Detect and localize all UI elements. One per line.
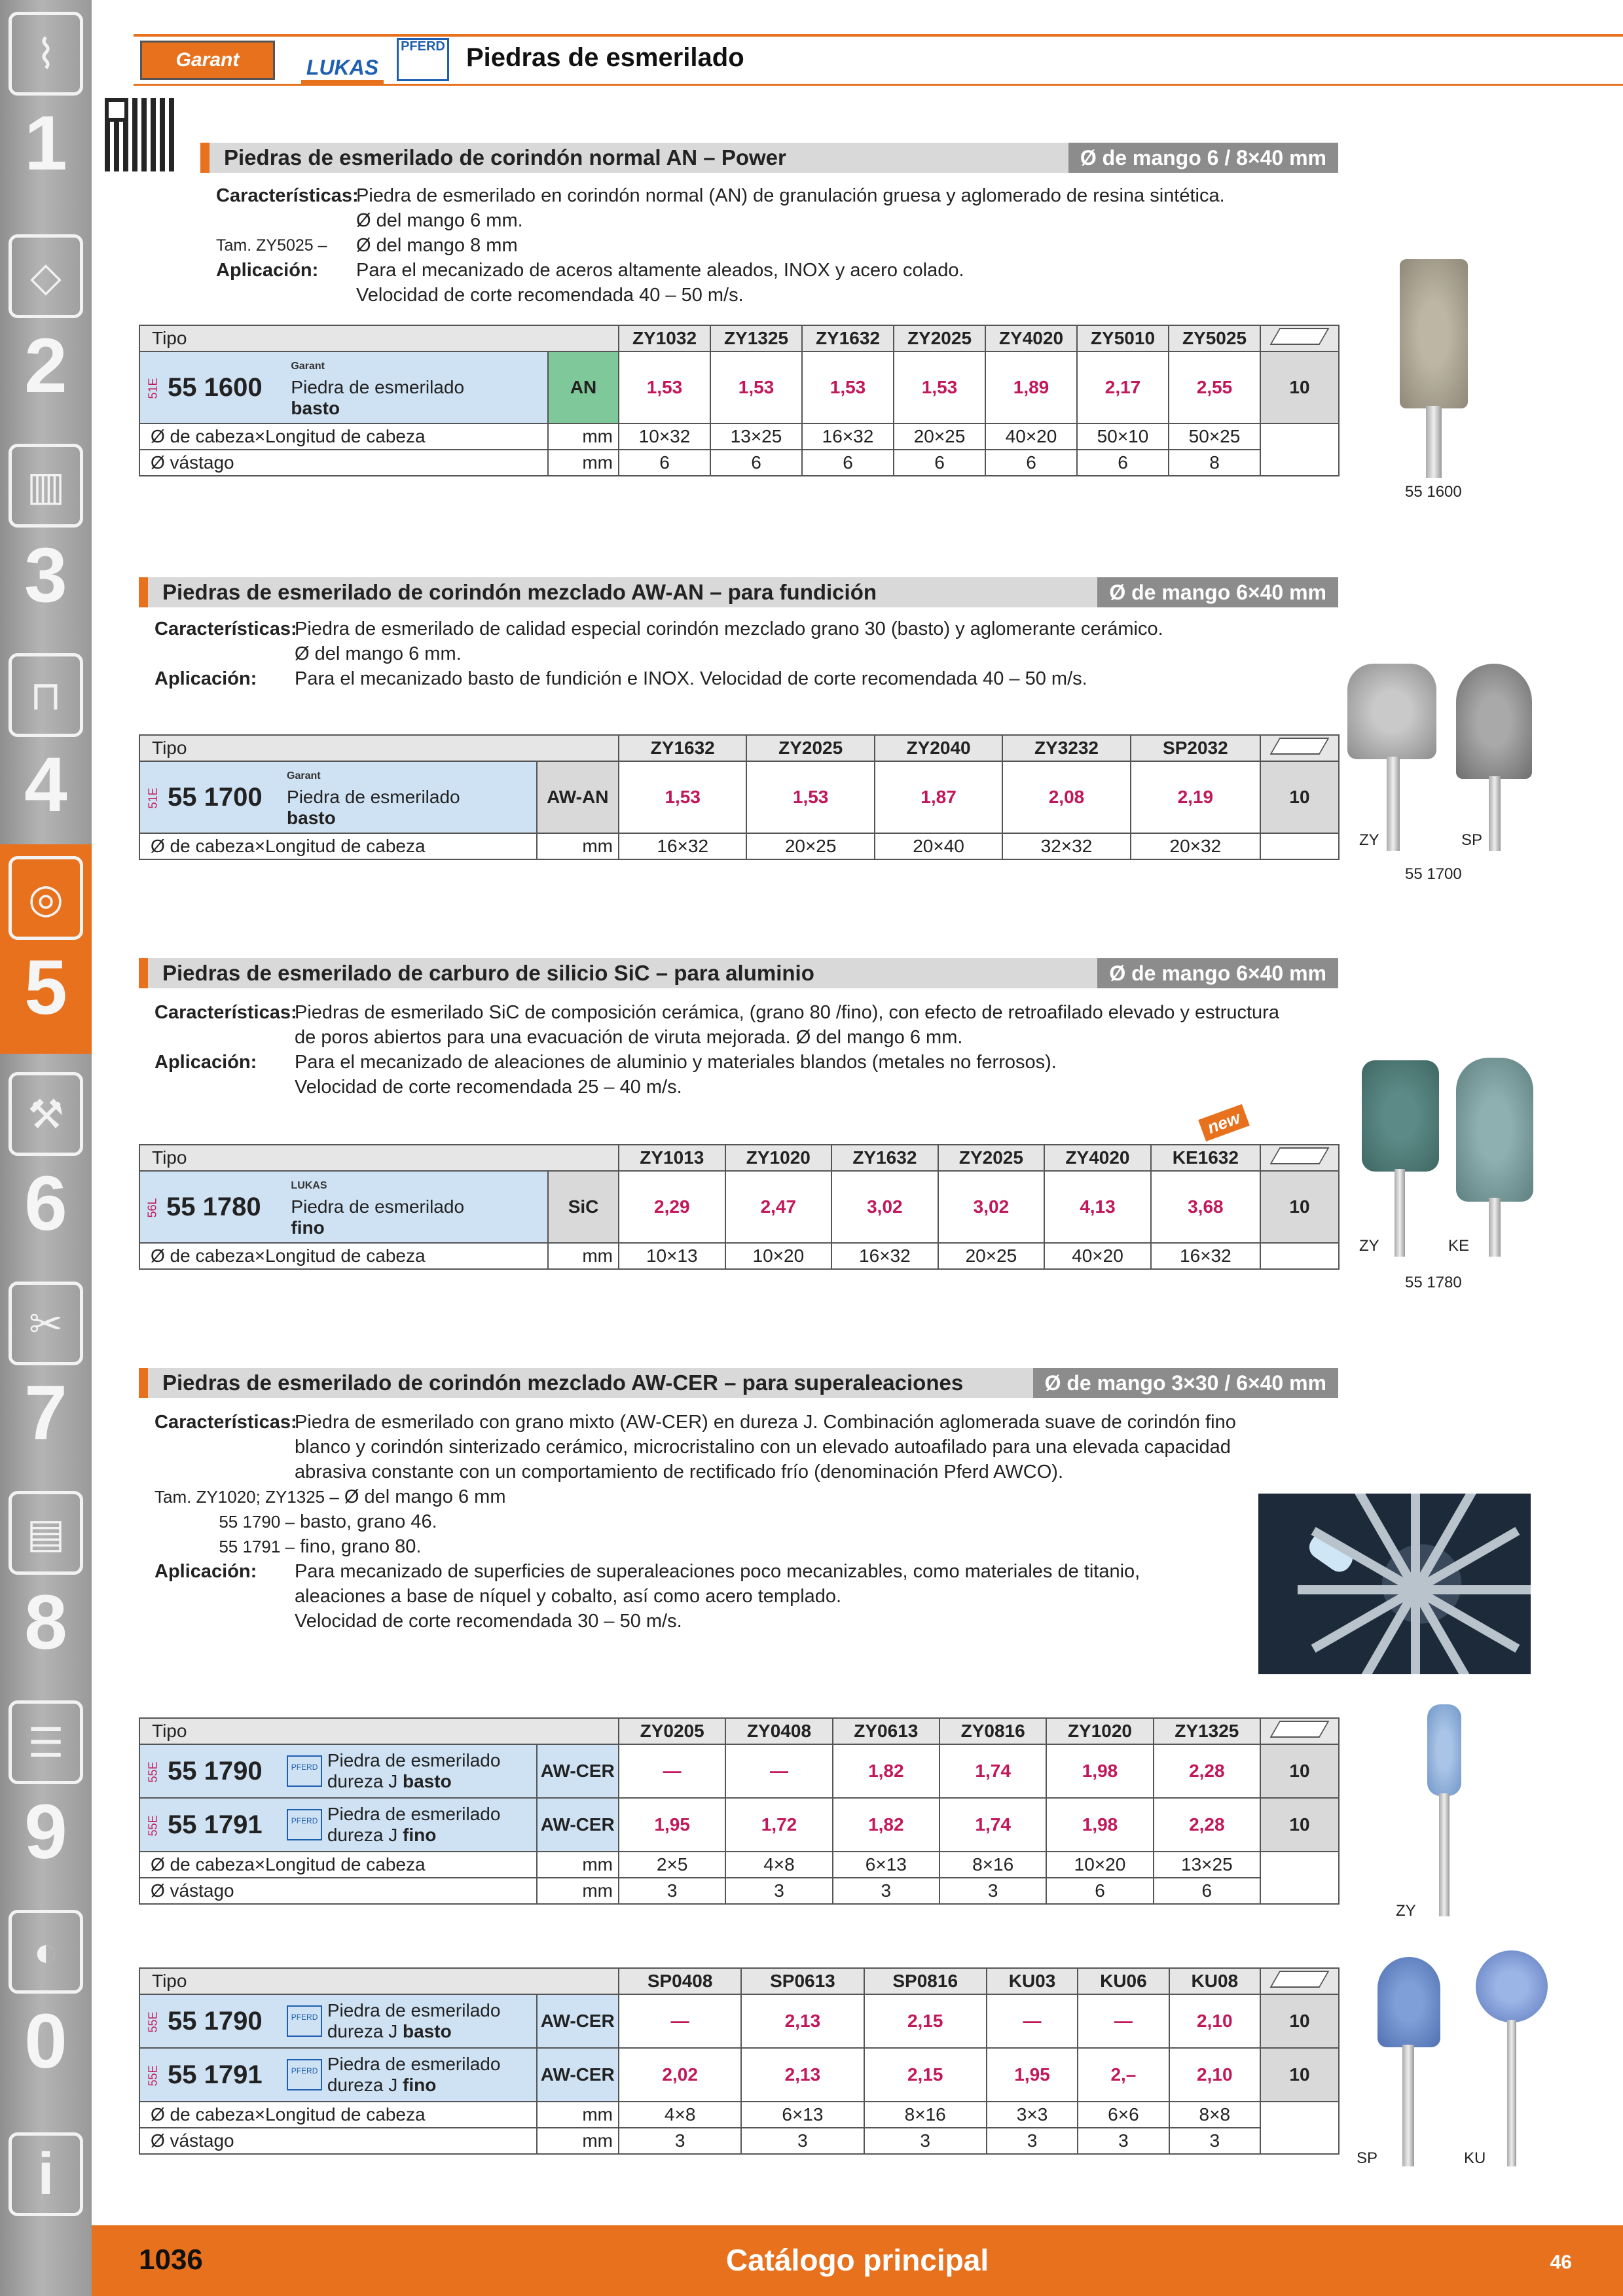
grinding-stone-image	[1400, 259, 1468, 408]
image-caption: 55 1780	[1405, 1274, 1462, 1291]
tab-chapter-5[interactable]: ◎ 5	[0, 844, 92, 1054]
section-title: Piedras de esmerilado de carburo de silicio SiC – para aluminio	[162, 961, 814, 985]
catalog-title: Catálogo principal	[725, 2243, 989, 2277]
shank-tag: Ø de mango 6×40 mm	[1097, 577, 1338, 607]
cylinder-stone-image	[1362, 1060, 1439, 1172]
shank-image	[1402, 2045, 1414, 2166]
section-description: Características: Piedra de esmerilado con grano mixto (AW-CER) en dureza J. Combinación aglomerada suave de corindón fino blanco y corindón sinterizado cerámico, microcristalino con un elevado autoafilado para una elevada capacidad abrasiva constante con un comportamiento de rectificado frío (denominación Pferd AWCO). Tam. ZY1020; ZY1325 – Ø del mango 6 mm 55 1790 – basto, grano 46. 55 1791 – fino, grano 80. Aplicación: Para mecanizado de superficies de superaleaciones poco mecanizables, como materiales de titanio, aleaciones a base de níquel y cobalto, así como acero templado. Velocidad de corte recomendada 30 – 50 m/s.	[155, 1412, 1236, 1632]
image-label: ZY	[1396, 1902, 1416, 1920]
pferd-brand-icon: PFERD	[287, 2005, 322, 2037]
shank-image	[1489, 776, 1501, 851]
tab-chapter-1[interactable]: ⌇ 1	[0, 0, 92, 209]
chapter-sidebar	[0, 0, 92, 2296]
tab-chapter-8[interactable]: ▤ 8	[0, 1479, 92, 1689]
table-row[interactable]: 55E 55 1791 PFERD Piedra de esmerilado dureza J fino AW-CER 2,02 2,13 2,15 1,95 2,– 2,10 10	[139, 2048, 1339, 2102]
pferd-logo: PFERD	[397, 38, 449, 81]
section-header	[139, 1368, 1338, 1398]
pliers-icon: ✂	[9, 1282, 83, 1365]
tab-chapter-6[interactable]: ⚒ 6	[0, 1060, 92, 1270]
package-icon	[1260, 325, 1339, 351]
product-table: Tipo ZY1013 ZY1020 ZY1632 ZY2025 ZY4020 KE1632 56L 55 1780 LUKAS Piedra de esmerilado fino SiC 2,29 2,47 3,02 3,02 4,13 3,68 10 Ø de cabeza×Longitud de cabeza mm 10×13 10×20 16×32 20×25 40×20 16×32	[139, 1144, 1340, 1270]
lukas-logo: LUKAS	[301, 45, 384, 84]
qr-code[interactable]	[105, 98, 178, 171]
drill-icon: ⌇	[9, 12, 83, 96]
pferd-brand-icon: PFERD	[287, 1755, 322, 1787]
section-title: Piedras de esmerilado de corindón mezclado AW-CER – para superaleaciones	[162, 1371, 964, 1395]
image-label: ZY	[1359, 831, 1379, 849]
tab-chapter-7[interactable]: ✂ 7	[0, 1270, 92, 1479]
section-description: Características: Piedra de esmerilado en corindón normal (AN) de granulación gruesa y aglomerado de resina sintética. Ø del mango 6 mm. Tam. ZY5025 – Ø del mango 8 mm Aplicación: Para el mecanizado de aceros altamente aleados, INOX y acero colado. Velocidad de corte recomendada 40 – 50 m/s.	[216, 185, 1225, 306]
shank-tag: Ø de mango 3×30 / 6×40 mm	[1033, 1368, 1338, 1398]
page-footer	[92, 2225, 1623, 2296]
image-label: KE	[1448, 1237, 1470, 1255]
pointed-stone-image	[1456, 1058, 1533, 1202]
shank-image	[1395, 1169, 1405, 1257]
package-icon	[1260, 1718, 1339, 1744]
image-label: SP	[1357, 2149, 1378, 2167]
package-icon	[1260, 1145, 1339, 1171]
chuck-icon: ▥	[9, 444, 83, 528]
image-label: SP	[1461, 831, 1483, 849]
footer-number: 46	[1550, 2251, 1572, 2273]
insert-icon: ◇	[9, 234, 83, 318]
toolcase-icon: ▤	[9, 1491, 83, 1575]
tab-chapter-0[interactable]: ◐ 0	[0, 1898, 92, 2108]
shank-image	[1426, 406, 1442, 478]
section-description: Características: Piedras de esmerilado SiC de composición cerámica, (grano 80 /fino), con efecto de retroafilado elevado y estructura de poros abiertos para una evacuación de viruta mejorada. Ø del mango 6 mm. Aplicación: Para el mecanizado de aleaciones de aluminio y materiales blandos (metales no ferrosos). Velocidad de corte recomendada 25 – 40 m/s.	[155, 1002, 1279, 1098]
image-caption: 55 1600	[1405, 483, 1462, 501]
caliper-icon: ⊓	[9, 653, 83, 737]
pointed-stone-image	[1456, 664, 1532, 779]
table-row[interactable]: 55E 55 1790 PFERD Piedra de esmerilado dureza J basto AW-CER — 2,13 2,15 — — 2,10 10	[139, 1994, 1339, 2048]
cylinder-stone-image	[1347, 664, 1436, 759]
page-number: 1036	[139, 2244, 203, 2276]
table-row[interactable]: 51E 55 1700 Garant Piedra de esmerilado basto AW-AN 1,53 1,53 1,87 2,08 2,19 10	[139, 761, 1339, 833]
new-badge: new	[1198, 1104, 1249, 1141]
shank-tag: Ø de mango 6 / 8×40 mm	[1068, 143, 1338, 173]
cabinet-icon: ☰	[9, 1700, 83, 1784]
info-icon: i	[9, 2132, 83, 2216]
safety-goggles-icon: ◐	[9, 1910, 83, 1994]
section-header	[200, 143, 1338, 173]
page-title: Piedras de esmerilado	[466, 43, 744, 72]
image-label: ZY	[1359, 1237, 1379, 1255]
table-row[interactable]: 55E 55 1790 PFERD Piedra de esmerilado dureza J basto AW-CER — — 1,82 1,74 1,98 2,28 10	[139, 1744, 1339, 1798]
shank-image	[1387, 757, 1400, 851]
section-description: Características: Piedra de esmerilado de calidad especial corindón mezclado grano 30 (basto) y aglomerante cerámico. Ø del mango 6 mm. Aplicación: Para el mecanizado basto de fundición e INOX. Velocidad de corte recomendada 40 – 50 m/s.	[155, 619, 1163, 689]
image-caption: 55 1700	[1405, 865, 1462, 883]
tab-chapter-4[interactable]: ⊓ 4	[0, 641, 92, 851]
ball-stone-image	[1476, 1950, 1548, 2022]
tab-chapter-2[interactable]: ◇ 2	[0, 223, 92, 432]
shank-image	[1489, 1198, 1501, 1257]
product-table: Tipo SP0408 SP0613 SP0816 KU03 KU06 KU08 55E 55 1790 PFERD Piedra de esmerilado dureza J basto AW-CER — 2,13 2,15 — — 2,10 10 55E 55 1791 PFERD Piedra de esmerilado dureza J fino AW-CER 2,02 2,13 2,15 1,95 2,– 2,10 10 Ø de cabeza×Longitud de cabeza mm 4×8 6×13 8×16 3×3 6×6 8×8 Ø vástago mm 3 3 3 3 3 3	[139, 1967, 1340, 2155]
image-label: KU	[1464, 2149, 1486, 2167]
table-row[interactable]: 56L 55 1780 LUKAS Piedra de esmerilado fino SiC 2,29 2,47 3,02 3,02 4,13 3,68 10	[139, 1171, 1339, 1243]
pferd-brand-icon: PFERD	[287, 1809, 322, 1840]
section-title: Piedras de esmerilado de corindón normal AN – Power	[224, 145, 786, 170]
tab-chapter-3[interactable]: ▥ 3	[0, 432, 92, 641]
header-top-rule	[134, 34, 1623, 37]
product-table: Tipo ZY1632 ZY2025 ZY2040 ZY3232 SP2032 51E 55 1700 Garant Piedra de esmerilado basto AW-AN 1,53 1,53 1,87 2,08 2,19 10 Ø de cabeza×Longitud de cabeza mm 16×32 20×25 20×40 32×32 20×32	[139, 734, 1340, 860]
pointed-stone-image	[1377, 1957, 1440, 2047]
garant-logo: Garant	[140, 41, 275, 80]
cylinder-stone-image	[1427, 1704, 1461, 1796]
header-bottom-rule	[134, 84, 1623, 86]
grinding-disc-icon: ◎	[9, 856, 83, 940]
shank-tag: Ø de mango 6×40 mm	[1097, 958, 1338, 988]
pferd-brand-icon: PFERD	[287, 2059, 322, 2090]
package-icon	[1260, 735, 1339, 761]
section-header	[139, 958, 1338, 988]
shank-image	[1439, 1793, 1450, 1916]
table-row[interactable]: 51E 55 1600 Garant Piedra de esmerilado basto AN 1,53 1,53 1,53 1,53 1,89 2,17 2,55 10	[139, 351, 1339, 423]
tab-chapter-9[interactable]: ☰ 9	[0, 1689, 92, 1898]
wrench-icon: ⚒	[9, 1072, 83, 1156]
section-title: Piedras de esmerilado de corindón mezclado AW-AN – para fundición	[162, 580, 877, 604]
section-header	[139, 577, 1338, 607]
package-icon	[1260, 1968, 1339, 1994]
tab-info[interactable]	[0, 2121, 92, 2225]
product-table: Tipo ZY0205 ZY0408 ZY0613 ZY0816 ZY1020 ZY1325 55E 55 1790 PFERD Piedra de esmerilado dureza J basto AW-CER — — 1,82 1,74 1,98 2,28 10 55E 55 1791 PFERD Piedra de esmerilado dureza J fino AW-CER 1,95 1,72 1,82 1,74 1,98 2,28 10 Ø de cabeza×Longitud de cabeza mm 2×5 4×8 6×13 8×16 10×20 13×25 Ø vástago mm 3 3 3 3 6 6	[139, 1717, 1340, 1905]
application-photo	[1258, 1494, 1531, 1674]
table-row[interactable]: 55E 55 1791 PFERD Piedra de esmerilado dureza J fino AW-CER 1,95 1,72 1,82 1,74 1,98 2,28 10	[139, 1798, 1339, 1852]
shank-image	[1507, 2020, 1516, 2166]
product-table: Tipo ZY1032 ZY1325 ZY1632 ZY2025 ZY4020 ZY5010 ZY5025 51E 55 1600 Garant Piedra de esmerilado basto AN 1,53 1,53 1,53 1,53 1,89 2,17 2,55 10 Ø de cabeza×Longitud de cabeza mm 10×32 13×25 16×32 20×25 40×20 50×10 50×25 Ø vástago mm 6 6 6 6 6 6 8	[139, 325, 1340, 476]
